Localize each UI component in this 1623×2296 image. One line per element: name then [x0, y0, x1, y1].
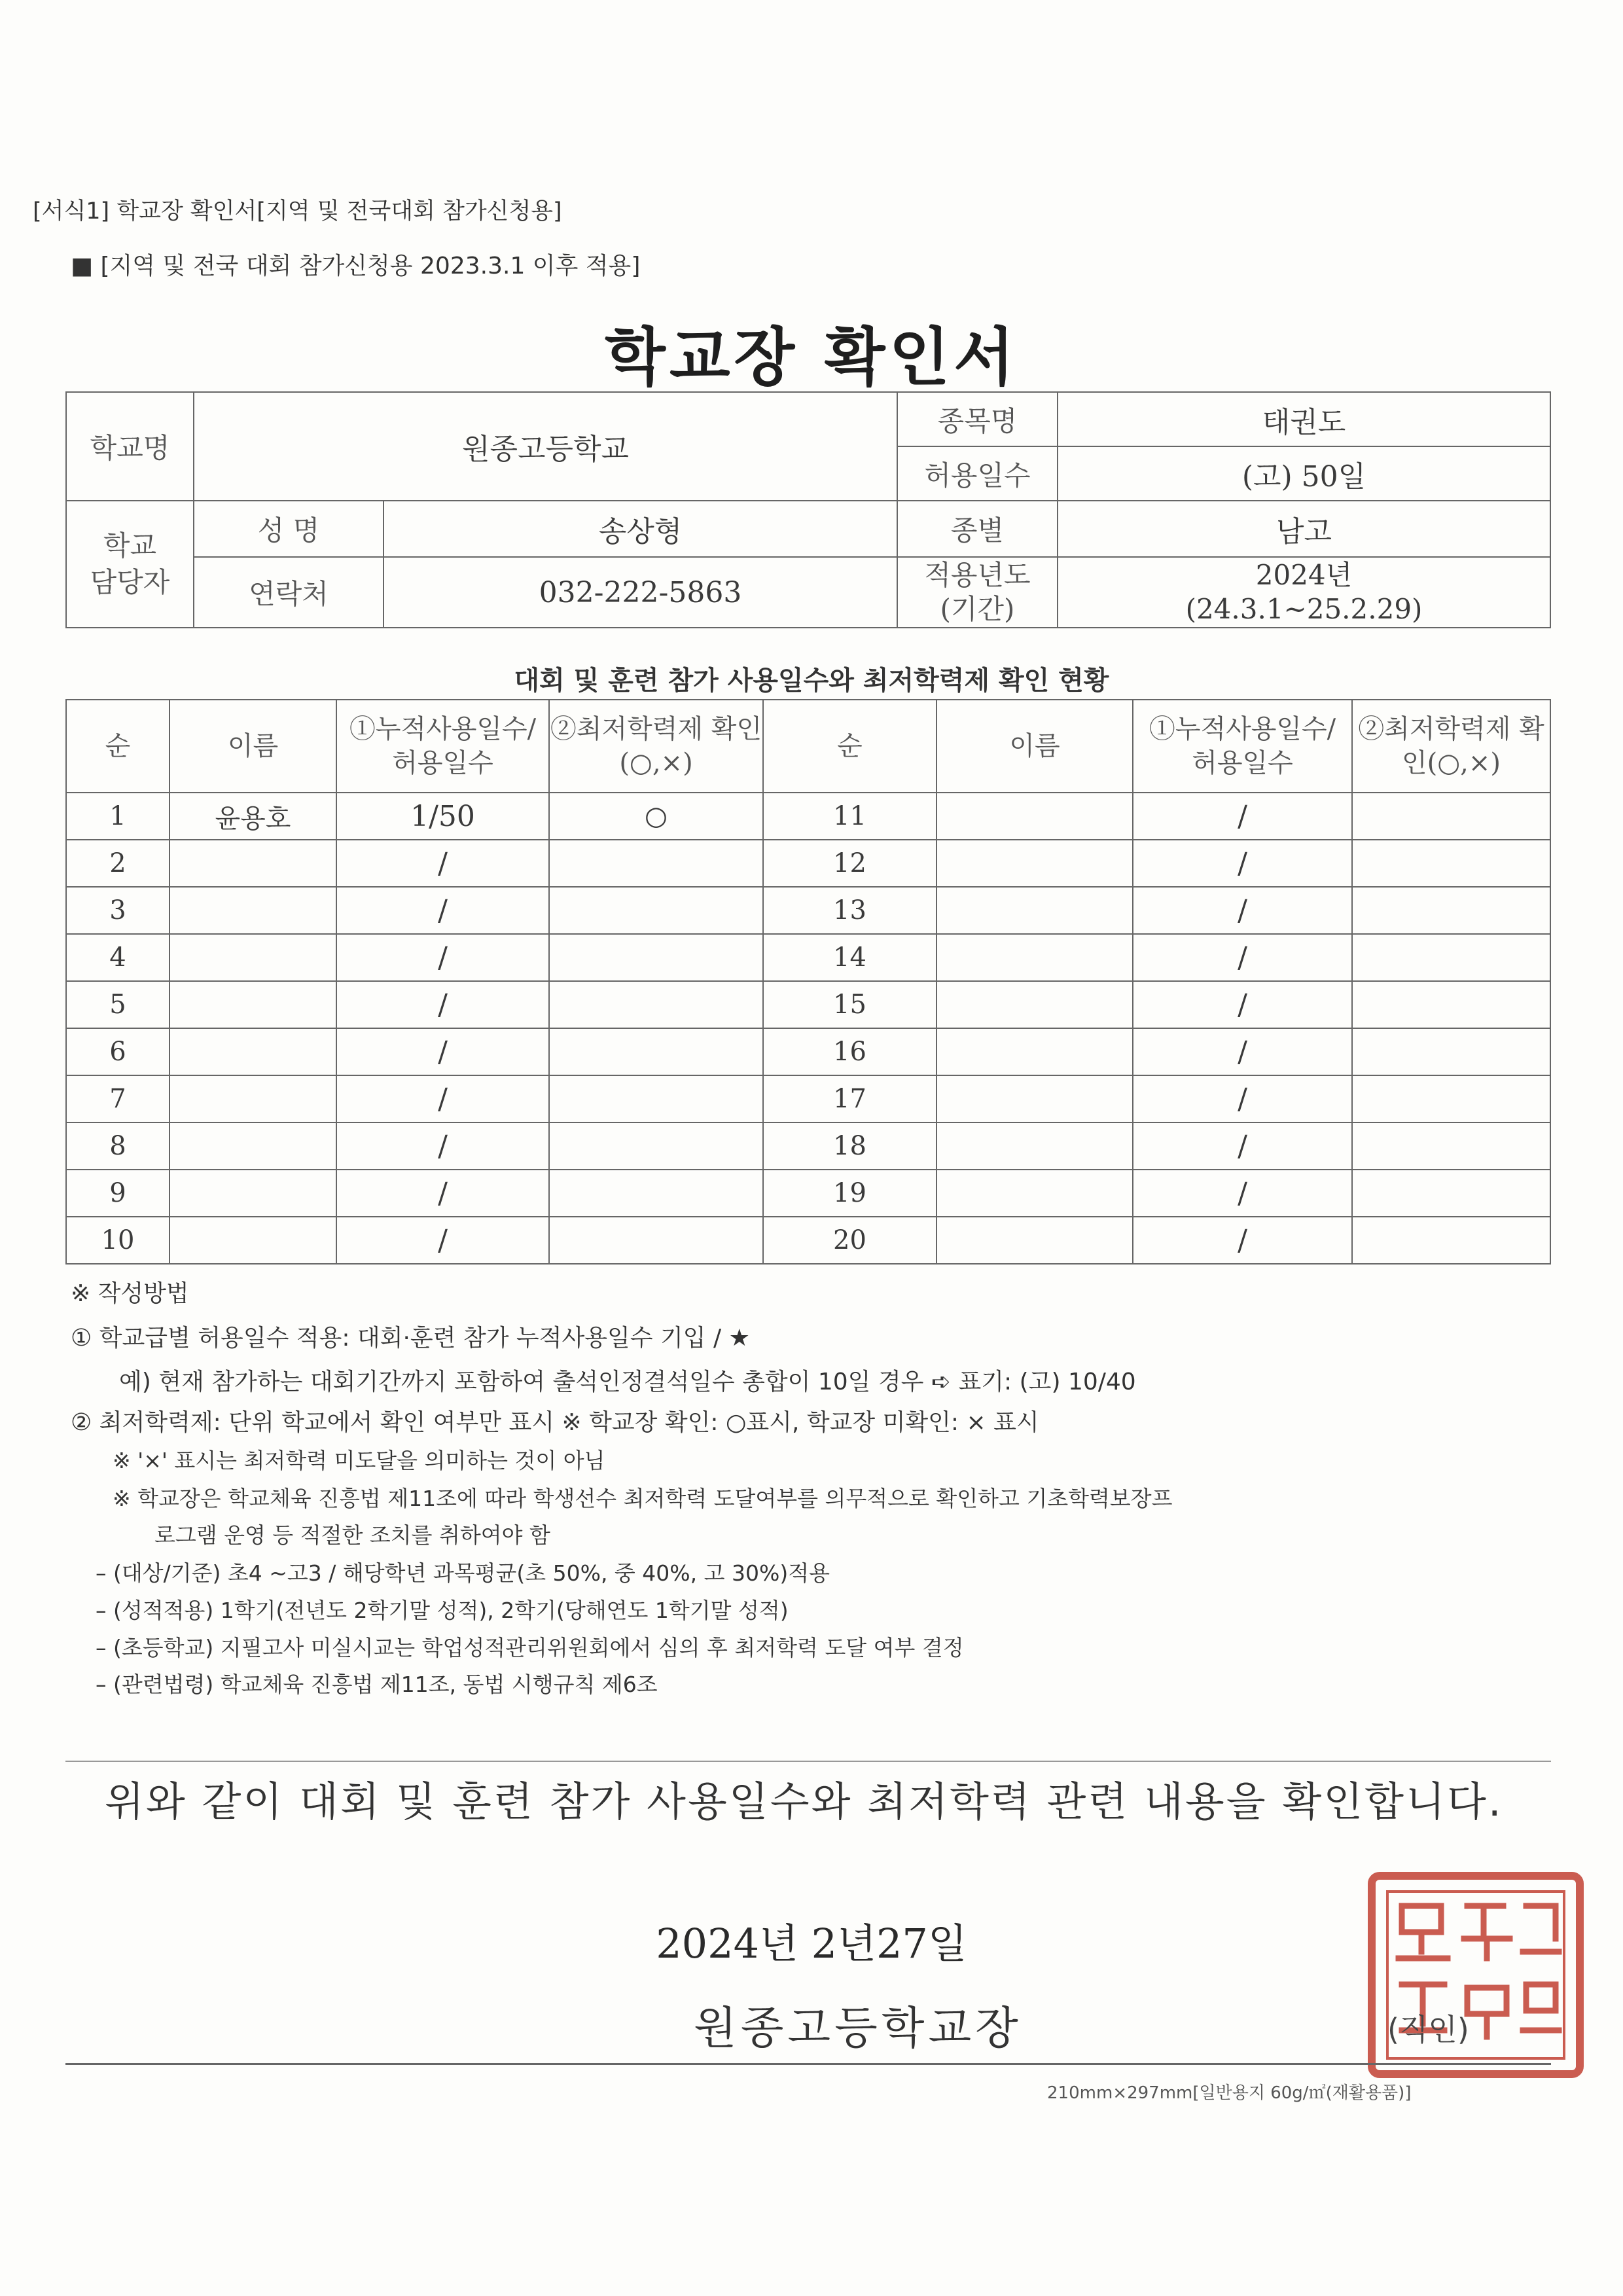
- roster-body: [66, 793, 1550, 1264]
- row-no: 7: [66, 1075, 169, 1122]
- row-no: 1: [66, 793, 169, 840]
- year-label: 적용년도 (기간): [897, 557, 1058, 628]
- row-name: [169, 840, 336, 887]
- row-no: 8: [66, 1122, 169, 1170]
- contact-label: 연락처: [194, 557, 383, 628]
- page-title: 학교장 확인서: [605, 321, 1018, 394]
- note-item: – (대상/기준) 초4 ~고3 / 해당학년 과목평균(초 50%, 중 40%, 고 30%)적용: [96, 1560, 830, 1586]
- row-name: [936, 1170, 1133, 1217]
- school-label: 학교명: [66, 392, 194, 501]
- row-no: 12: [763, 840, 936, 887]
- row-check: [1352, 1170, 1550, 1217]
- staff-label: 학교 담당자: [66, 501, 194, 628]
- row-days: /: [1133, 840, 1352, 887]
- row-name: 윤용호: [169, 793, 336, 840]
- row-no: 2: [66, 840, 169, 887]
- table-row: [66, 1075, 1550, 1122]
- principal-title: 원종고등학교장: [694, 2003, 1022, 2054]
- row-days: /: [336, 840, 549, 887]
- table-row: [66, 793, 1550, 840]
- row-name: [169, 1028, 336, 1075]
- event-label: 종목명: [897, 392, 1058, 446]
- row-days: /: [1133, 793, 1352, 840]
- row-name: [936, 934, 1133, 981]
- bottom-divider: [65, 2063, 1551, 2065]
- table-row: [66, 934, 1550, 981]
- year-value: 2024년: [1255, 559, 1353, 591]
- confirm-text: 위와 같이 대회 및 훈련 참가 사용일수와 최저학력 관련 내용을 확인합니다.: [105, 1778, 1503, 1825]
- row-name: [169, 934, 336, 981]
- row-name: [169, 1170, 336, 1217]
- note-item: ② 최저학력제: 단위 학교에서 확인 여부만 표시 ※ 학교장 확인: ○표시, 학교장 미확인: × 표시: [71, 1409, 1039, 1436]
- row-name: [936, 840, 1133, 887]
- row-days: /: [1133, 1170, 1352, 1217]
- row-days: /: [336, 934, 549, 981]
- table-row: [66, 1028, 1550, 1075]
- row-check: [1352, 981, 1550, 1028]
- allowed-days-label: 허용일수: [897, 446, 1058, 501]
- row-check: [1352, 1028, 1550, 1075]
- row-check: [549, 1075, 763, 1122]
- row-name: [169, 1122, 336, 1170]
- row-no: 17: [763, 1075, 936, 1122]
- table-row: [66, 887, 1550, 934]
- divider: [65, 1761, 1551, 1762]
- row-check: [1352, 793, 1550, 840]
- header-name: 이름: [936, 700, 1133, 793]
- note-item: – (관련법령) 학교체육 진흥법 제11조, 동법 시행규칙 제6조: [96, 1672, 658, 1697]
- paper-spec: 210mm×297mm[일반용지 60g/㎡(재활용품)]: [1047, 2083, 1412, 2103]
- note-item: – (초등학교) 지필고사 미실시교는 학업성적관리위원회에서 심의 후 최저학력 도달 여부 결정: [96, 1635, 964, 1660]
- row-check: ○: [549, 793, 763, 840]
- row-days: /: [1133, 1028, 1352, 1075]
- row-days: /: [336, 981, 549, 1028]
- row-check: [549, 887, 763, 934]
- row-no: 14: [763, 934, 936, 981]
- note-item: ※ '×' 표시는 최저학력 미도달을 의미하는 것이 아님: [113, 1448, 605, 1473]
- note-item: 로그램 운영 등 적절한 조치를 취하여야 함: [154, 1522, 550, 1548]
- row-no: 6: [66, 1028, 169, 1075]
- row-name: [936, 1217, 1133, 1264]
- form-label: [서식1] 학교장 확인서[지역 및 전국대회 참가신청용]: [33, 198, 562, 224]
- row-days: /: [336, 1170, 549, 1217]
- table-row: [66, 840, 1550, 887]
- school-value: 원종고등학교: [194, 392, 897, 501]
- roster-subtitle: 대회 및 훈련 참가 사용일수와 최저학력제 확인 현황: [514, 666, 1109, 696]
- row-no: 15: [763, 981, 936, 1028]
- row-check: [1352, 934, 1550, 981]
- contact-value: 032-222-5863: [383, 557, 897, 628]
- row-name: [936, 1028, 1133, 1075]
- row-no: 20: [763, 1217, 936, 1264]
- school-info-table: [65, 391, 1551, 628]
- header-days: ①누적사용일수/ 허용일수: [336, 700, 549, 793]
- form-scope: ■ [지역 및 전국 대회 참가신청용 2023.3.1 이후 적용]: [71, 253, 641, 279]
- row-check: [549, 840, 763, 887]
- row-check: [549, 1122, 763, 1170]
- event-value: 태권도: [1058, 392, 1550, 446]
- row-days: /: [336, 1028, 549, 1075]
- row-no: 10: [66, 1217, 169, 1264]
- row-days: 1/50: [336, 793, 549, 840]
- name-label: 성 명: [194, 501, 383, 557]
- row-check: [549, 981, 763, 1028]
- row-days: /: [1133, 1122, 1352, 1170]
- row-name: [169, 981, 336, 1028]
- row-no: 4: [66, 934, 169, 981]
- row-no: 18: [763, 1122, 936, 1170]
- table-row: [66, 981, 1550, 1028]
- row-check: [1352, 840, 1550, 887]
- row-name: [169, 887, 336, 934]
- row-check: [549, 1170, 763, 1217]
- row-name: [169, 1217, 336, 1264]
- row-check: [549, 1217, 763, 1264]
- note-heading: ※ 작성방법: [71, 1280, 189, 1307]
- row-check: [1352, 1217, 1550, 1264]
- row-days: /: [336, 887, 549, 934]
- row-days: /: [336, 1122, 549, 1170]
- issue-date: 2024년 2년27일: [656, 1920, 967, 1967]
- year-cell: [1058, 557, 1550, 628]
- row-check: [549, 934, 763, 981]
- row-days: /: [336, 1217, 549, 1264]
- category-label: 종별: [897, 501, 1058, 557]
- row-no: 3: [66, 887, 169, 934]
- row-no: 5: [66, 981, 169, 1028]
- row-name: [936, 1122, 1133, 1170]
- table-row: [66, 1122, 1550, 1170]
- header-no: 순: [763, 700, 936, 793]
- row-days: /: [1133, 981, 1352, 1028]
- roster-table: [65, 699, 1551, 1265]
- row-days: /: [336, 1075, 549, 1122]
- row-name: [936, 1075, 1133, 1122]
- table-row: [66, 1217, 1550, 1264]
- row-no: 11: [763, 793, 936, 840]
- header-name: 이름: [169, 700, 336, 793]
- row-no: 19: [763, 1170, 936, 1217]
- header-check: ②최저학력제 확인(○,×): [549, 700, 763, 793]
- period-value: (24.3.1~25.2.29): [1185, 593, 1423, 625]
- row-no: 13: [763, 887, 936, 934]
- note-item: – (성적적용) 1학기(전년도 2학기말 성적), 2학기(당해연도 1학기말 성적): [96, 1598, 789, 1623]
- row-check: [549, 1028, 763, 1075]
- row-days: /: [1133, 934, 1352, 981]
- row-no: 9: [66, 1170, 169, 1217]
- category-value: 남고: [1058, 501, 1550, 557]
- note-item: ※ 학교장은 학교체육 진흥법 제11조에 따라 학생선수 최저학력 도달여부를 의무적으로 확인하고 기초학력보장프: [113, 1486, 1173, 1511]
- row-days: /: [1133, 1075, 1352, 1122]
- note-item: ① 학교급별 허용일수 적용: 대회·훈련 참가 누적사용일수 기입 / ★: [71, 1325, 750, 1352]
- note-item: 예) 현재 참가하는 대회기간까지 포함하여 출석인정결석일수 총합이 10일 경우 ➪ 표기: (고) 10/40: [119, 1369, 1136, 1395]
- row-days: /: [1133, 1217, 1352, 1264]
- row-check: [1352, 1122, 1550, 1170]
- row-name: [169, 1075, 336, 1122]
- header-days: ①누적사용일수/ 허용일수: [1133, 700, 1352, 793]
- seal-label: (직인): [1387, 2012, 1469, 2047]
- row-days: /: [1133, 887, 1352, 934]
- header-check: ②최저학력제 확인(○,×): [1352, 700, 1550, 793]
- row-name: [936, 887, 1133, 934]
- row-name: [936, 793, 1133, 840]
- allowed-days-value: (고) 50일: [1058, 446, 1550, 501]
- table-row: [66, 1170, 1550, 1217]
- header-no: 순: [66, 700, 169, 793]
- row-no: 16: [763, 1028, 936, 1075]
- name-value: 송상형: [383, 501, 897, 557]
- row-check: [1352, 1075, 1550, 1122]
- row-check: [1352, 887, 1550, 934]
- row-name: [936, 981, 1133, 1028]
